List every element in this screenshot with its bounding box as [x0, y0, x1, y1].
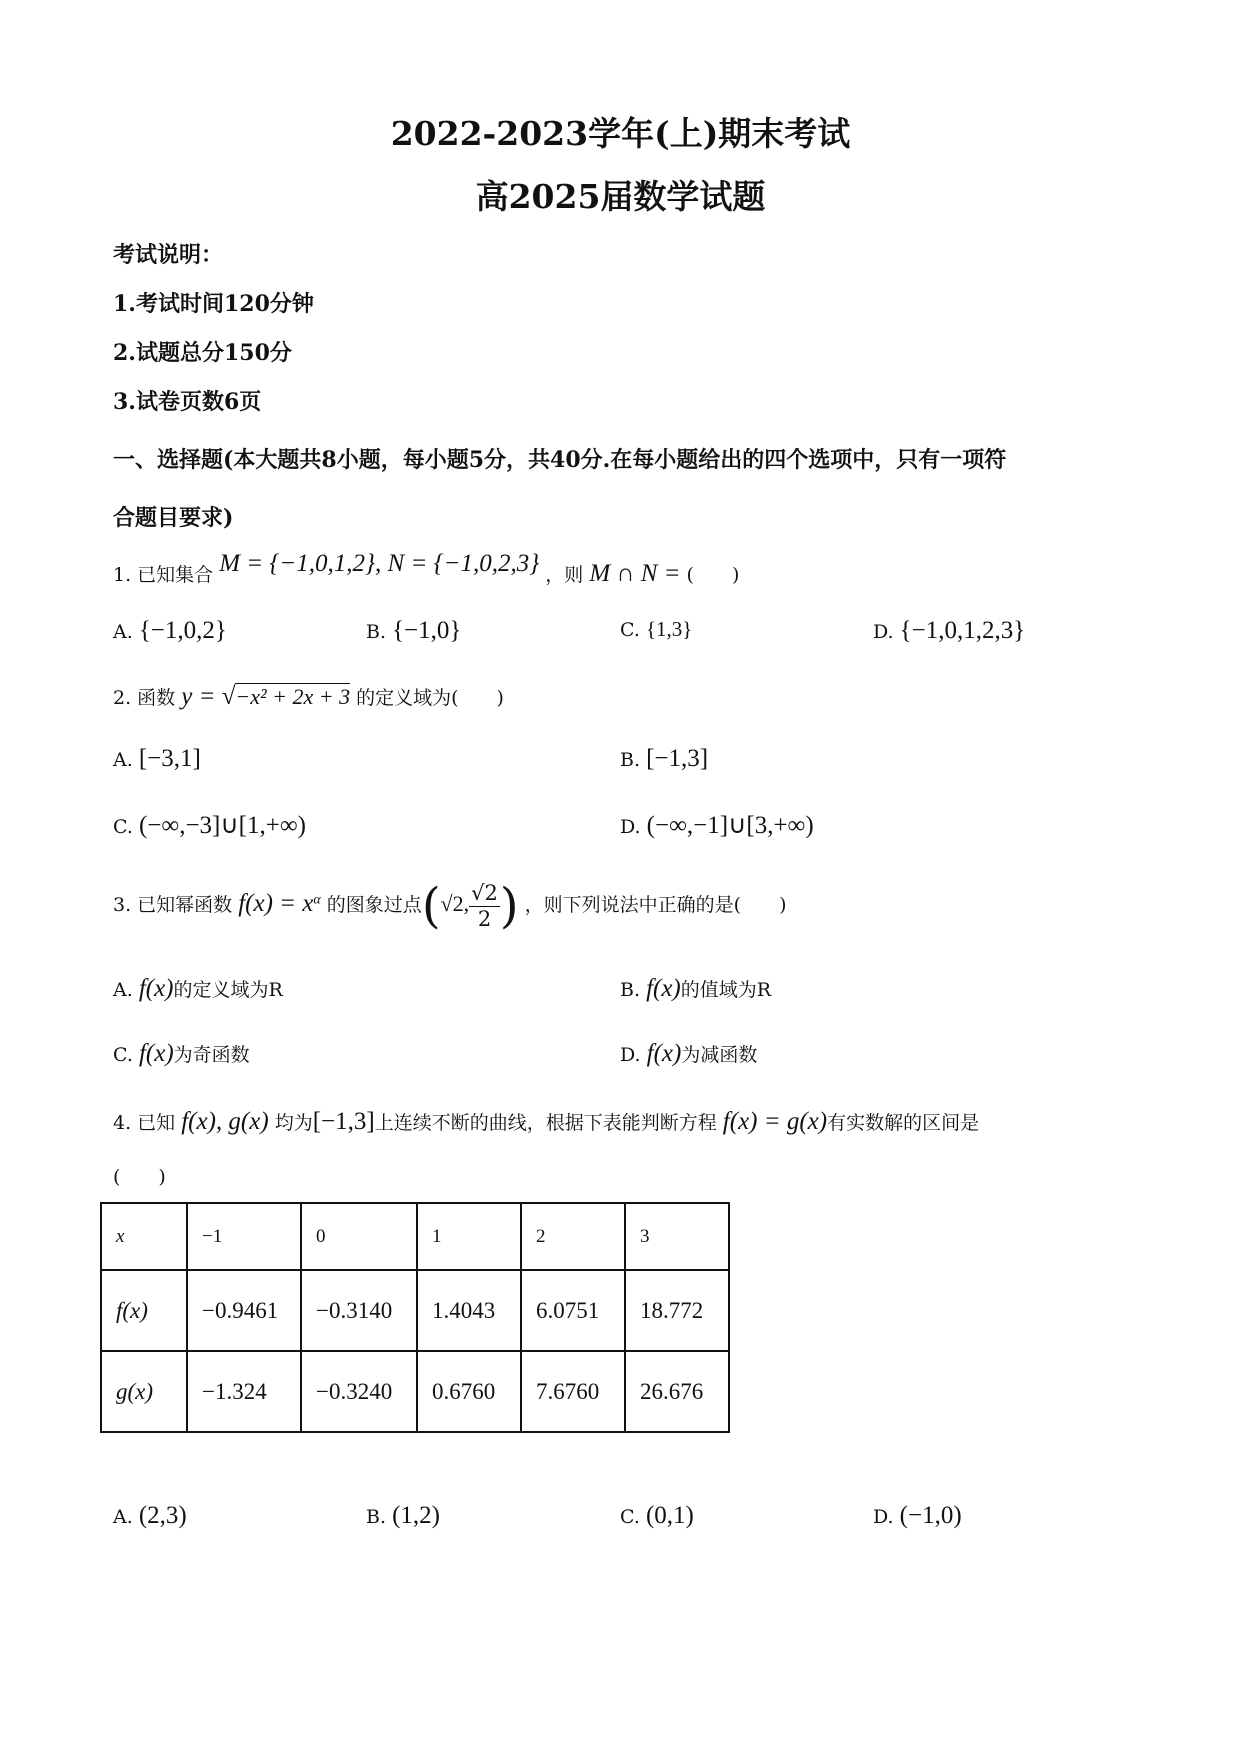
table-cell: 0: [301, 1203, 417, 1270]
q4-option-c: C. (0,1): [620, 1502, 694, 1529]
instruction-item: 1.考试时间120分钟: [113, 291, 314, 317]
q4-option-b: B. (1,2): [366, 1502, 440, 1529]
q3-option-a: A. f(x)的定义域为R: [113, 975, 283, 1002]
q2-radicand: −x² + 2x + 3: [235, 684, 351, 709]
q1-option-d: D. {−1,0,1,2,3}: [873, 617, 1026, 644]
q2-option-c: C. (−∞,−3]∪[1,+∞): [113, 812, 306, 839]
table-cell: −1: [187, 1203, 301, 1270]
table-cell: 1: [417, 1203, 521, 1270]
table-row: [101, 1351, 729, 1432]
q1-option-b: B. {−1,0}: [366, 617, 462, 644]
table-cell: 1.4043: [417, 1270, 521, 1351]
table-cell: 26.676: [625, 1351, 729, 1432]
q2-option-a: A. [−3,1]: [113, 745, 201, 772]
q1-paren: ( ): [686, 564, 740, 586]
q4-option-d: D. (−1,0): [873, 1502, 962, 1529]
q3-option-c: C. f(x)为奇函数: [113, 1040, 250, 1067]
table-cell: 0.6760: [417, 1351, 521, 1432]
instruction-item: 2.试题总分150分: [113, 340, 292, 366]
table-cell: 3: [625, 1203, 729, 1270]
question-2: 2. 函数 y = √−x² + 2x + 3 的定义域为( ): [113, 683, 504, 710]
q3-option-d: D. f(x)为减函数: [620, 1040, 758, 1067]
section-heading-cont: 合题目要求): [113, 505, 234, 531]
q1-prefix: 1. 已知集合: [113, 564, 214, 586]
question-4-paren: ( ): [113, 1166, 166, 1188]
table-cell: 18.772: [625, 1270, 729, 1351]
question-3: 3. 已知幂函数 $f(x) = x^\alpha$ 的图象过点(√2, $\frac{√2}{2}$ ) ，则下列说法中正确的是( ): [113, 878, 787, 934]
table-cell: −0.3240: [301, 1351, 417, 1432]
table-cell: 2: [521, 1203, 625, 1270]
q1-mid: ，则: [545, 564, 584, 586]
table-cell: 7.6760: [521, 1351, 625, 1432]
table-cell: −1.324: [187, 1351, 301, 1432]
section-heading: 一、选择题(本大题共8小题，每小题5分，共40分.在每小题给出的四个选项中，只有一项符: [113, 447, 1007, 473]
q3-option-b: B. f(x)的值域为R: [620, 975, 772, 1002]
table-cell: 6.0751: [521, 1270, 625, 1351]
q1-ask: M ∩ N =: [589, 560, 681, 587]
q1-option-a: A. {−1,0,2}: [113, 617, 227, 644]
q2-option-d: D. (−∞,−1]∪[3,+∞): [620, 812, 814, 839]
instructions-heading: 考试说明：: [113, 242, 224, 268]
question-4: 4. 已知 f(x), g(x) 均为[−1,3]上连续不断的曲线，根据下表能判断方程 f(x) = g(x)有实数解的区间是: [113, 1108, 980, 1135]
question-1: [113, 550, 740, 588]
table-cell: g(x): [101, 1351, 187, 1432]
table-cell: −0.3140: [301, 1270, 417, 1351]
table-header-row: [101, 1203, 729, 1270]
table-cell: f(x): [101, 1270, 187, 1351]
q1-option-c: C. {1,3}: [620, 617, 693, 641]
data-table: [100, 1202, 730, 1433]
q2-option-b: B. [−1,3]: [620, 745, 709, 772]
exam-title: 2022-2023学年(上)期末考试: [390, 114, 851, 153]
table-row: [101, 1270, 729, 1351]
instruction-item: 3.试卷页数6页: [113, 389, 262, 415]
q1-sets: M = {−1,0,1,2}, N = {−1,0,2,3}: [219, 550, 540, 577]
table-cell: x: [101, 1203, 187, 1270]
q4-option-a: A. (2,3): [113, 1502, 187, 1529]
exam-subtitle: 高2025届数学试题: [475, 177, 766, 216]
table-cell: −0.9461: [187, 1270, 301, 1351]
